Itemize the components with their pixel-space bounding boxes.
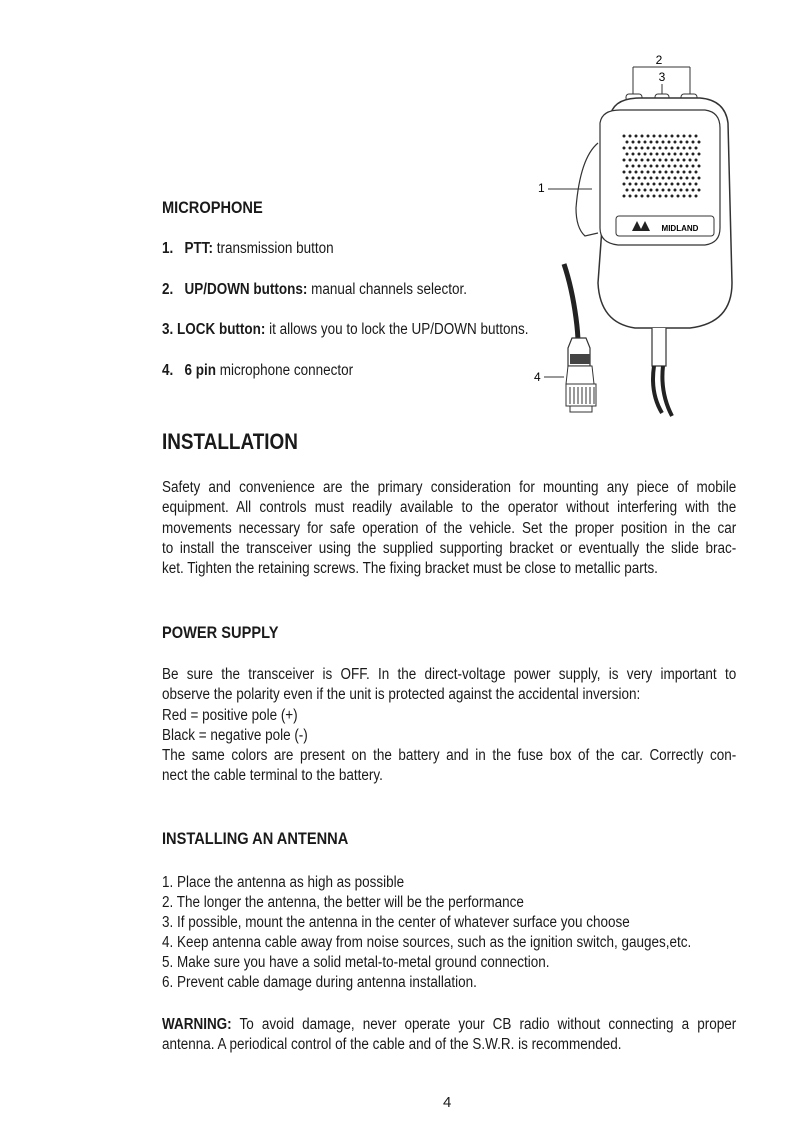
- paragraph-line: Be sure the transceiver is OFF. In the direct-voltage power supply, is very important to: [162, 666, 737, 683]
- list-item: 2. The longer the antenna, the better will be the performance: [162, 894, 524, 911]
- paragraph-line: ket. Tighten the retaining screws. The fixing bracket must be close to metallic parts.: [162, 560, 658, 578]
- list-item: 5. Make sure you have a solid metal-to-metal ground connection.: [162, 954, 550, 971]
- paragraph-line: Red = positive pole (+): [162, 706, 298, 724]
- mic-item-term: PTT:: [184, 240, 213, 257]
- page-number: 4: [443, 1094, 452, 1111]
- list-item: 1. Place the antenna as high as possible: [162, 874, 405, 891]
- warning-paragraph: [162, 1015, 792, 1056]
- warning-line-2: antenna. A periodical control of the cable and of the S.W.R. is recommended.: [162, 1036, 622, 1054]
- warning-text: To avoid damage, never operate your CB radio without connecting a proper: [239, 1016, 737, 1033]
- paragraph-line: movements necessary for safe operation of the vehicle. Set the proper position in the car: [162, 519, 737, 537]
- mic-item-4: [162, 361, 353, 381]
- warning-line-1: [162, 1015, 736, 1035]
- paragraph-line: The same colors are present on the battery and in the fuse box of the car. Correctly con-: [162, 747, 737, 765]
- power-supply-paragraph: [162, 665, 792, 787]
- power-supply-heading: POWER SUPPLY: [162, 623, 279, 642]
- mic-item-num: 2.: [162, 281, 174, 298]
- antenna-steps-list: [162, 873, 770, 993]
- callout-label-2: 2: [655, 53, 663, 67]
- list-item: 6. Prevent cable damage during antenna installation.: [162, 974, 477, 991]
- warning-label: WARNING:: [162, 1016, 232, 1033]
- antenna-heading: INSTALLING AN ANTENNA: [162, 829, 349, 848]
- brand-logo-text: MIDLAND: [661, 224, 699, 233]
- mic-item-desc: microphone connector: [219, 362, 354, 379]
- mic-item-num: 3.: [162, 321, 174, 338]
- installation-heading: INSTALLATION: [162, 429, 298, 454]
- mic-item-num: 4.: [162, 362, 174, 379]
- mic-item-term: UP/DOWN buttons:: [184, 281, 308, 298]
- installation-paragraph: [162, 478, 792, 579]
- paragraph-line: to install the transceiver using the supplied supporting bracket or eventually the slide brac-: [162, 539, 737, 557]
- mic-item-term: 6 pin: [184, 362, 216, 379]
- paragraph-line: Safety and convenience are the primary consideration for mounting any piece of mobile: [162, 479, 737, 496]
- paragraph-line: nect the cable terminal to the battery.: [162, 767, 383, 785]
- paragraph-line: Black = negative pole (-): [162, 726, 308, 744]
- callout-label-3: 3: [658, 70, 666, 84]
- mic-item-term: LOCK button:: [177, 321, 266, 338]
- callout-label-1: 1: [538, 181, 545, 195]
- microphone-heading: MICROPHONE: [162, 198, 263, 217]
- list-item: 4. Keep antenna cable away from noise sources, such as the ignition switch, gauges,etc.: [162, 934, 692, 951]
- mic-item-3: [162, 320, 528, 340]
- mic-item-desc: manual channels selector.: [311, 281, 468, 298]
- callout-label-4: 4: [534, 370, 541, 384]
- list-item: 3. If possible, mount the antenna in the center of whatever surface you choose: [162, 914, 630, 931]
- paragraph-line: equipment. All controls must readily available to the operator without interfering with the: [162, 499, 737, 517]
- paragraph-line: observe the polarity even if the unit is protected against the accidental inversion:: [162, 686, 641, 704]
- mic-item-2: [162, 280, 467, 300]
- microphone-illustration: [520, 48, 760, 428]
- mic-item-num: 1.: [162, 240, 174, 257]
- mic-item-1: [162, 239, 334, 259]
- mic-item-desc: transmission button: [216, 240, 334, 257]
- mic-item-desc: it allows you to lock the UP/DOWN buttons.: [269, 321, 529, 338]
